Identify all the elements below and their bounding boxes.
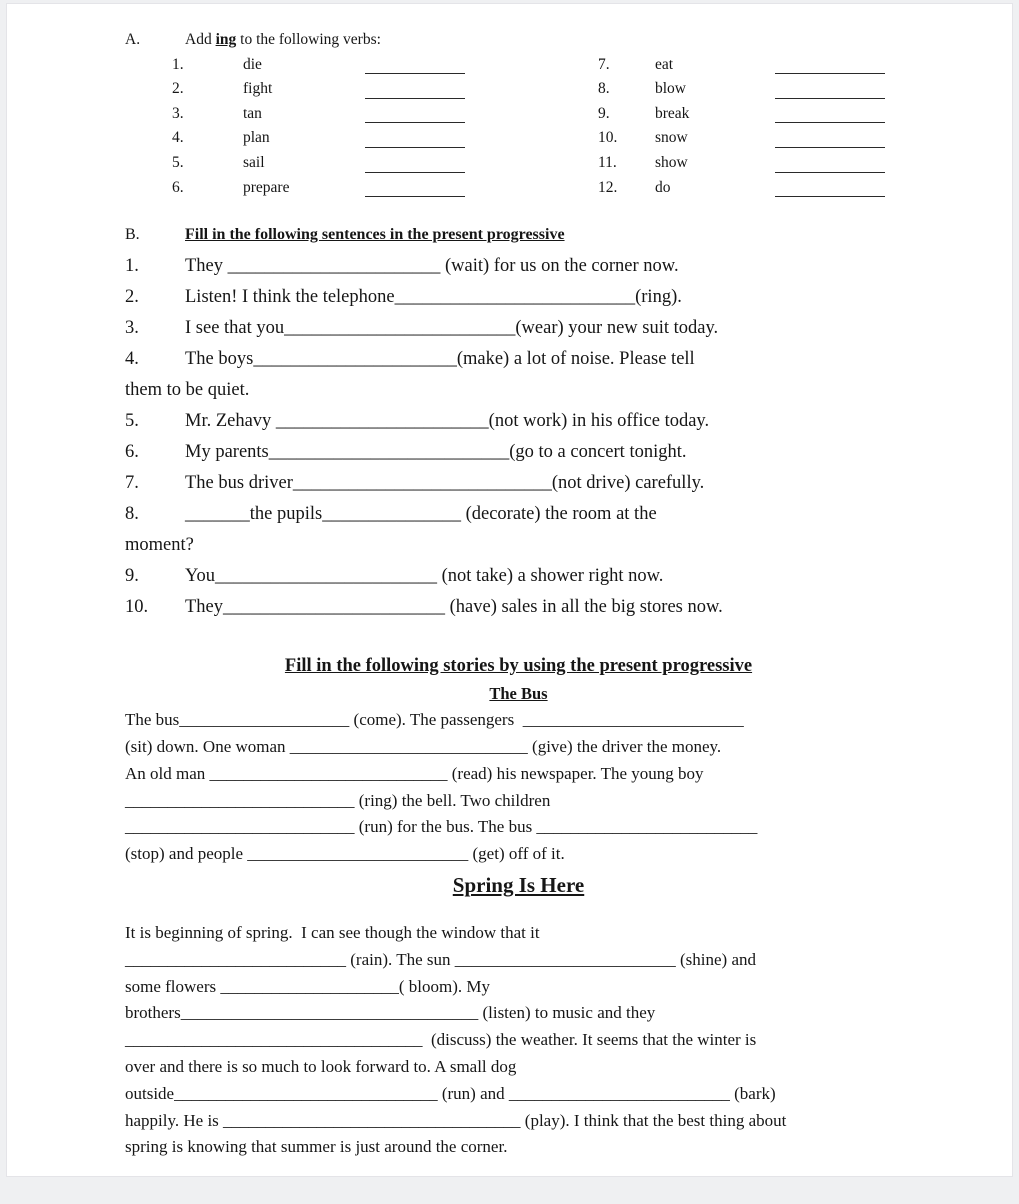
sentence-number: 8. — [125, 504, 139, 525]
section-a-label: A. — [125, 31, 141, 48]
story-bus-title: The Bus — [489, 684, 548, 704]
section-a-title-post: to the following verbs: — [236, 31, 381, 48]
sentence-number: 9. — [125, 566, 139, 587]
verb-label: do — [655, 178, 671, 196]
section-a-heading — [125, 28, 912, 53]
sentence-text: They _______________________ (wait) for us on the corner now. — [185, 256, 679, 277]
answer-blank — [775, 81, 885, 99]
sentence-number: 6. — [125, 442, 139, 463]
verb-row — [125, 102, 912, 127]
section-a-title-bold: ing — [215, 31, 237, 48]
sentence-item — [125, 282, 912, 313]
section-b-title: Fill in the following sentences in the present progressive — [185, 226, 565, 244]
sentence-item — [125, 468, 912, 499]
verb-label: tan — [243, 104, 262, 122]
section-b — [125, 223, 912, 623]
story-line: An old man ____________________________ (read) his newspaper. The young boy — [125, 763, 704, 783]
verb-label: eat — [655, 55, 674, 73]
sentence-item — [125, 561, 912, 592]
verb-number: 1. — [172, 55, 184, 73]
section-a-title-pre: Add — [185, 31, 216, 48]
sentence-number: 4. — [125, 349, 139, 370]
sentence-text: Mr. Zehavy _______________________(not work) in his office today. — [185, 411, 710, 432]
sentence-number: 1. — [125, 256, 139, 277]
sentence-number: 10. — [125, 597, 149, 618]
sentence-text: The bus driver____________________________(not drive) carefully. — [185, 473, 705, 494]
verb-label: plan — [243, 129, 270, 147]
story-spring-text — [125, 920, 912, 1161]
sentence-text: You________________________ (not take) a shower right now. — [185, 566, 664, 587]
story-bus-text — [125, 707, 912, 868]
story-line: outside_______________________________ (run) and __________________________ (bark) — [125, 1083, 776, 1103]
stories-heading: Fill in the following stories by using the present progressive — [284, 656, 753, 677]
verb-row — [125, 151, 912, 176]
verb-number: 3. — [172, 104, 184, 122]
story-line: spring is knowing that summer is just around the corner. — [125, 1137, 508, 1157]
story-line: (stop) and people __________________________ (get) off of it. — [125, 844, 565, 864]
answer-blank — [775, 179, 885, 197]
verb-number: 10. — [598, 129, 618, 147]
answer-blank — [365, 179, 465, 197]
verb-number: 12. — [598, 178, 618, 196]
answer-blank — [775, 155, 885, 173]
sentence-text: _______the pupils_______________ (decorate) the room at the — [185, 504, 657, 525]
sentence-item — [125, 344, 912, 406]
story-line: __________________________ (rain). The sun __________________________ (shine) and — [125, 949, 756, 969]
verb-row — [125, 77, 912, 102]
sentence-item — [125, 406, 912, 437]
sentence-item — [125, 251, 912, 282]
verb-label: fight — [243, 80, 273, 98]
sentence-number: 2. — [125, 287, 139, 308]
sentence-continuation: moment? — [125, 535, 194, 556]
sentence-item — [125, 313, 912, 344]
verb-label: prepare — [243, 178, 290, 196]
verb-number: 4. — [172, 129, 184, 147]
sentence-item — [125, 437, 912, 468]
sentence-number: 3. — [125, 318, 139, 339]
section-b-heading — [125, 223, 912, 247]
sentence-text: My parents__________________________(go to a concert tonight. — [185, 442, 687, 463]
section-b-label: B. — [125, 226, 140, 244]
answer-blank — [365, 155, 465, 173]
sentence-continuation: them to be quiet. — [125, 380, 250, 401]
story-bus — [125, 681, 912, 868]
verb-row — [125, 176, 912, 201]
sentence-number: 5. — [125, 411, 139, 432]
story-line: some flowers _____________________( bloom). My — [125, 976, 491, 996]
story-line: brothers___________________________________ (listen) to music and they — [125, 1003, 656, 1023]
sentence-text: Listen! I think the telephone__________________________(ring). — [185, 287, 682, 308]
sentence-text: They________________________ (have) sales in all the big stores now. — [185, 597, 723, 618]
story-spring-title: Spring Is Here — [452, 872, 585, 897]
story-line: over and there is so much to look forward to. A small dog — [125, 1056, 517, 1076]
answer-blank — [775, 130, 885, 148]
section-a — [125, 28, 912, 200]
sentence-number: 7. — [125, 473, 139, 494]
verb-row — [125, 53, 912, 78]
story-line: happily. He is ___________________________________ (play). I think that the best thing about — [125, 1110, 787, 1130]
answer-blank — [365, 105, 465, 123]
worksheet-content — [7, 4, 1012, 1161]
verb-label: break — [655, 104, 690, 122]
verb-number: 6. — [172, 178, 184, 196]
story-line: (sit) down. One woman ____________________________ (give) the driver the money. — [125, 736, 722, 756]
verb-label: blow — [655, 80, 686, 98]
story-line: ___________________________ (ring) the bell. Two children — [125, 790, 551, 810]
verb-row — [125, 126, 912, 151]
verb-label: die — [243, 55, 262, 73]
verb-number: 9. — [598, 104, 610, 122]
sentence-item — [125, 592, 912, 623]
verb-number: 11. — [598, 153, 617, 171]
story-line: ___________________________________ (discuss) the weather. It seems that the winter is — [125, 1030, 757, 1050]
answer-blank — [365, 56, 465, 74]
answer-blank — [365, 130, 465, 148]
answer-blank — [775, 56, 885, 74]
sentence-item — [125, 499, 912, 561]
verb-label: snow — [655, 129, 688, 147]
answer-blank — [365, 81, 465, 99]
sentence-text: I see that you_________________________(wear) your new suit today. — [185, 318, 719, 339]
story-line: ___________________________ (run) for the bus. The bus __________________________ — [125, 817, 758, 837]
sentence-text: The boys______________________(make) a lot of noise. Please tell — [185, 349, 695, 370]
verb-label: show — [655, 153, 688, 171]
answer-blank — [775, 105, 885, 123]
verb-number: 5. — [172, 153, 184, 171]
verb-number: 8. — [598, 80, 610, 98]
worksheet-page — [6, 3, 1013, 1177]
verb-number: 7. — [598, 55, 610, 73]
verb-number: 2. — [172, 80, 184, 98]
verb-label: sail — [243, 153, 265, 171]
story-line: The bus____________________ (come). The passengers __________________________ — [125, 710, 744, 730]
story-line: It is beginning of spring. I can see though the window that it — [125, 922, 540, 942]
stories-section — [125, 653, 912, 1161]
story-spring — [125, 870, 912, 1161]
